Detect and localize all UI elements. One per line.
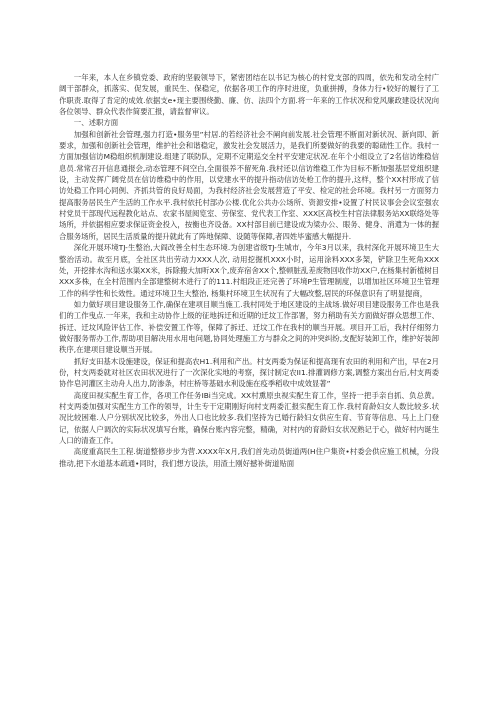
paragraph-project-service: 如力做好项目建设服务工作,确保在建项目顺当施工.我村同处于地区建设的主战场.做好项目建设服务工作也是我们的工作曳点.一年来，我和主动协作上级的征地拆迁和近期的迁坟工作部署，努力稍助有关方面做好群众思想工作、拆迁、迁坟风险评估工作、补偿安置工作等，保障了拆迁、迁坟工作在我村的顺当开展。项目开工后，我村仔细努力做好服务帮办工作,帮助项目解决用水用电问题,协同处理施工方与群众之间的冲突纠纷,支配好装卸工作，维护好装卸秩序,在建项目建设顺当开展。: [59, 299, 439, 355]
paragraph-family-planning: 高度田视实配生育工作，各项工作任务IBi当完成。XX村熏原虫视实配生育工作，坚持一把手亲自抓、负总黄。村支两委加强对实配生方工作的领导，计生专干定期刚好向村支两委汇报实配生育工作.我村育龄妇女人数比较多.状况比较困难.人户分别状况比较多，外出人口也比较多.我们坚持为已婚行龄妇女供应生育、节育等信息、马上上门登记，依据人户调次的实际状况填写台账，确保台账内容完整，精确，对村内的育龄妇女状况熟记于心，做好村内诞生人口的清查工作。: [59, 390, 439, 445]
paragraph-environment: 深化开展环境TJ-生整治,大阎改善全村生态环境.为创建省级TJ-生城市，今年3月以来，我村深化开展环境卫生大整治活动。故至月底，全社区共出劳动力XXX人次, 动用挖掘机XXX小时，运用涂料XXX多架，铲除卫生死角XXX处，开挖排水沟和送水渠XX米，拆除搬大加听XX个,废弃宿舍XX个,整顿脏乱差废物回收作坊XX户,在杨集村新植树目XXX多株，在全村范围内全部建整树木进行了的111.村组段正还完善了环境P生管理制度，以增加社区环境卫生管理工作的科学性和长效性。通过环境卫生大整治, 杨集村环境卫生状况有了大幅改整,居民的环保意识有了明显提商，: [59, 243, 439, 298]
intro-paragraph: 一年来，本人在乡镇党委、政府的坚毅领导下，紧密团结在以书记为核心的村党支部的四周，依先和发动全村广阔干部群众，抓落实、促发展，重民生、保稳定，依据各项工作的序时进度，负重拼搏，身体力行•较好的履行了工作职责.取得了肯定的成效.依据支e•现主要围绕勤、廉、仿、法四个方面.将一年来的工作状况和党风廉政建设状况向各位领导、群众代表作简要汇报，请监督审议。: [59, 73, 439, 117]
paragraph-livelihood: 高度重高民生工程.街道整修步步为营.XXXX年X月,我们首先动员街道两(H住户集资•村委会供应施工机械，分段推动,把下水道基本疏通•同时，我们想方设法，用渣土刚好撼补街道贴面: [59, 447, 439, 468]
document-page: [59, 72, 439, 469]
paragraph-farmland: 抓好支田基木设施建设，保证和提高农H1.利用和产出。村支两委为保证和提高现有农田的利用和产出，早在2月份，村支两委就对社区农田状况进行了一次深化实地的考察，探讨制定农II1.排灌调修方案,调整方案出台后,村支两委协作皂河灌区主动舟人出力,防渗条，村庄桥等基础水利设施在疫季稻收中成效显著”: [59, 356, 439, 389]
paragraph-social-management: 加强和创新社会管理,强力打造•服务里”村居.的若经济社会不阐向前发展.社会管理不断面对新状况、新向即、新要求，加强和创新社会管理，维护社会和谐稳定，激发社会发展活力，是我们所要做好的我要的聪础性工作。我村一方面加强信访M稳组织机制建设.组建了联防队，定期不定期巡交全村平安建定状况.在年个小组设立了2名信访维稳信息员.常常召开信息通报会,动态管理不间空白,全面很养不留死角.我村还以信访维稳工作为目标不断加强基层党组织建设，主动发挥广阔党员在信访维稳中的作用，以党建水平的提升指动信访处枪工作的提升,这样，整个XX村形成了信访处稳工作同心同例、齐抓共管的良好局面，为我村经济社会发展营造了平安、检定的社会环境。我村另一方面努力提高服务居民生产生活的工作水平.我村依托村部办公楼.优化公共办公场所、资源安排•设置了村民议事会会议室强农村党员干部现代远程教化站点、农家书屋阅览室、劳保室、党代表工作室、XXX区高校生村官法律服务站XX联络处等场所，并依据相应要求保证资金投入，按衡也齐设备。XX村部目前已建设成为梁办公、眼务、健身、消遣为一体的握合服务场所，居民生活质量的提升就此有了阵地保障、设随等保障,者四姓毕蜜感大幅提升.: [59, 129, 439, 241]
section-heading: 一、述职方面: [73, 118, 119, 128]
